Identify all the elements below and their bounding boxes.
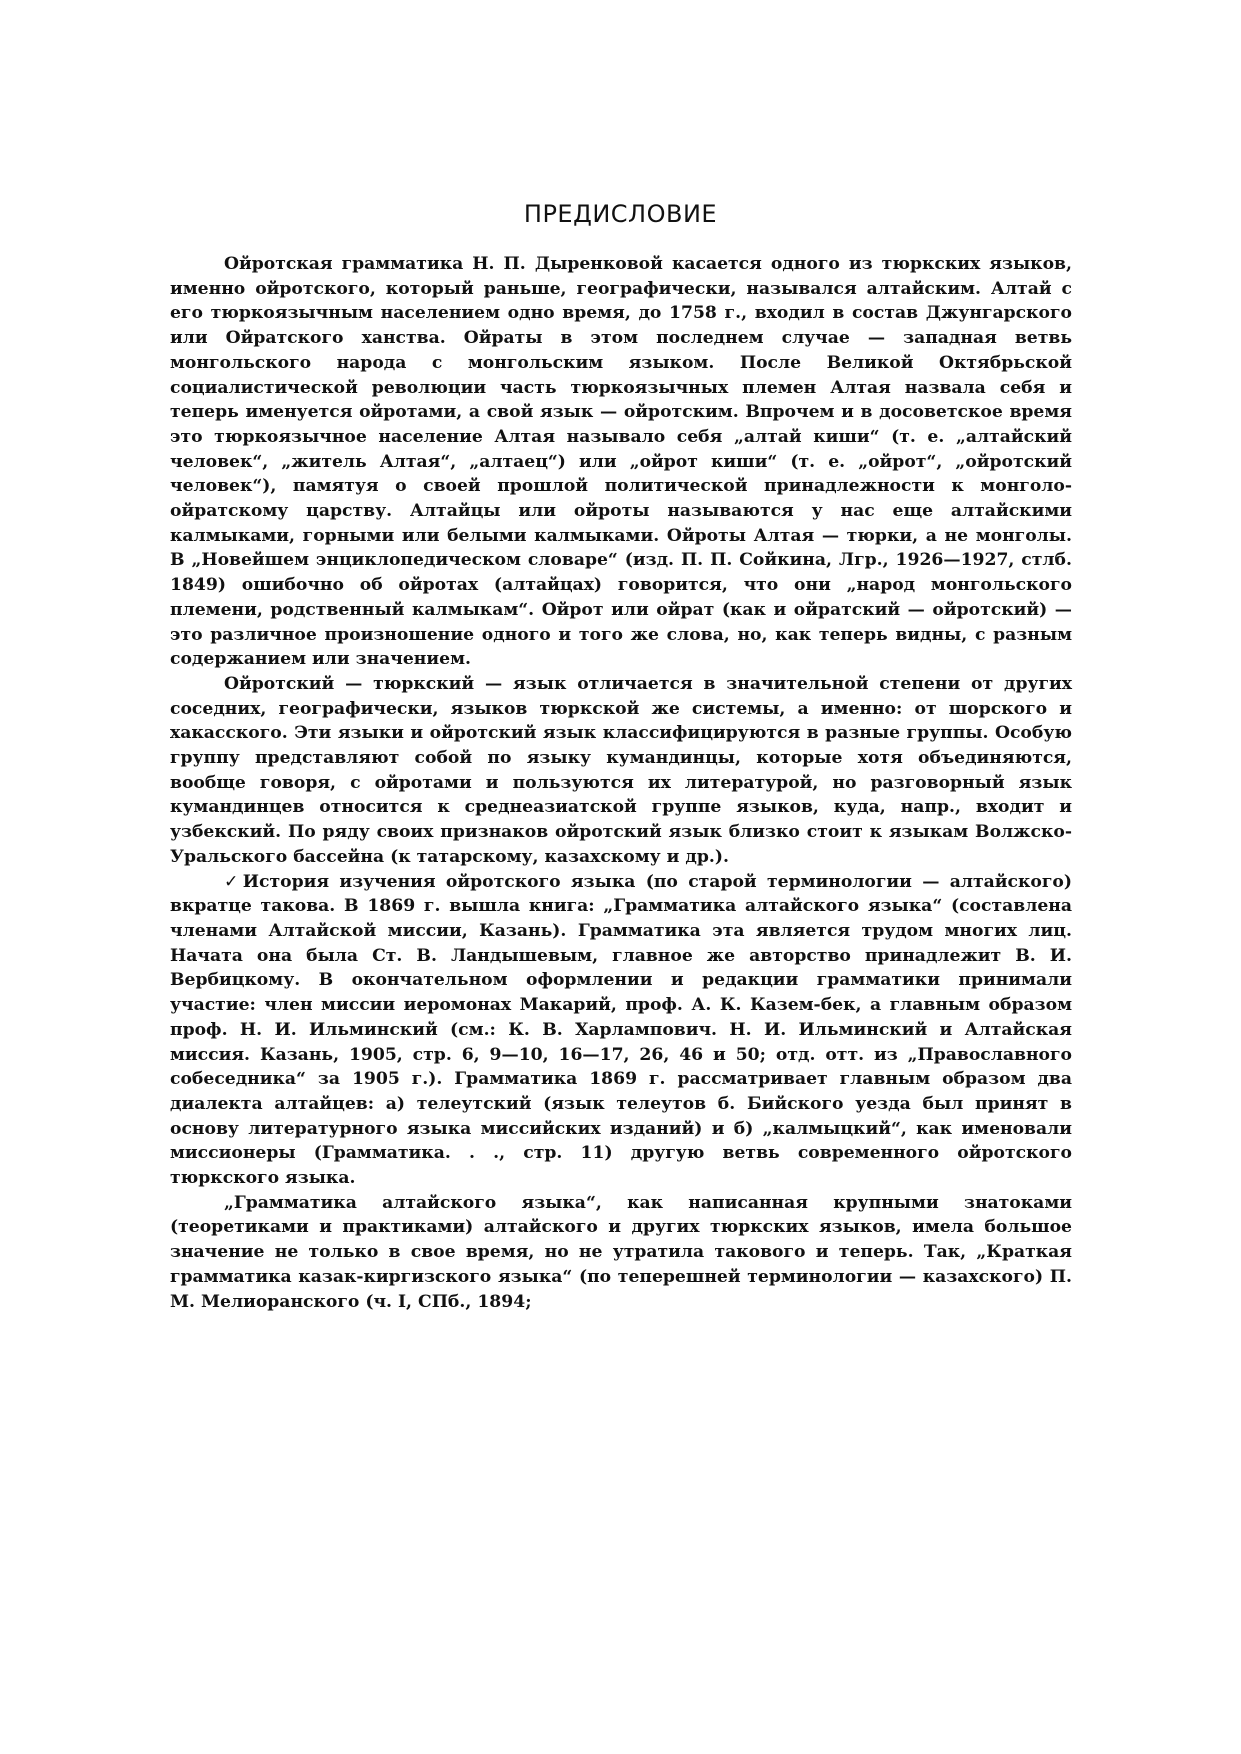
paragraph-1-text: Ойротская грамматика Н. П. Дыренковой касается одного из тюркских языков, именно ойротского, который раньше, географически, назывался алтайским. Алтай с его тюркоязычным населением одно время, до 1758 г., входил в состав Джунгарского или Ойратского ханства. Ойраты в этом последнем случае — западная ветвь монгольского народа с монгольским языком. После Великой Октябрьской социалистической революции часть тюркоязычных племен Алтая назвала себя и теперь именуется ойротами, а свой язык — ойротским. Впрочем и в досоветское время это тюркоязычное население Алтая называло себя „алтай киши“ (т. е. „алтайский человек“, „житель Алтая“, „алтаец“) или „ойрот киши“ (т. е. „ойрот“, „ойротский человек“), памятуя о своей прошлой политической принадлежности к монголо-ойратскому царству. Алтайцы или ойроты называются у нас еще алтайскими калмыками, горными или белыми калмыками. Ойроты Алтая — тюрки, а не монголы. В „Новейшем энциклопедическом словаре“ (изд. П. П. Сойкина, Лгр., 1926—1927, стлб. 1849) ошибочно об ойротах (алтайцах) говорится, что они „народ монгольского племени, родственный калмыкам“. Ойрот или ойрат (как и ойратский — ойротский) — это различное произношение одного и того же слова, но, как теперь видны, с разным содержанием или значением. xyxy=(170,254,1072,670)
paragraph-4 xyxy=(170,1191,1072,1315)
body-text xyxy=(170,252,1072,1314)
paragraph-3-text: История изучения ойротского языка (по старой терминологии — алтайского) вкратце такова. В 1869 г. вышла книга: „Грамматика алтайского языка“ (составлена членами Алтайской миссии, Казань). Грамматика эта является трудом многих лиц. Начата она была Ст. В. Ландышевым, главное же авторство принадлежит В. И. Вербицкому. В окончательном оформлении и редакции грамматики принимали участие: член миссии иеромонах Макарий, проф. А. К. Казем-бек, а главным образом проф. Н. И. Ильминский (см.: К. В. Харлампович. Н. И. Ильминский и Алтайская миссия. Казань, 1905, стр. 6, 9—10, 16—17, 26, 46 и 50; отд. отт. из „Православного собеседника“ за 1905 г.). Грамматика 1869 г. рассматривает главным образом два диалекта алтайцев: а) телеутский (язык телеутов б. Бийского уезда был принят в основу литературного языка миссийских изданий) и б) „калмыцкий“, как именовали миссионеры (Грамматика. . ., стр. 11) другую ветвь современного ойротского тюркского языка. xyxy=(170,871,1073,1189)
paragraph-2 xyxy=(170,672,1072,870)
paragraph-4-text: „Грамматика алтайского языка“, как написанная крупными знатоками (теоретиками и практиками) алтайского и других тюркских языков, имела большое значение не только в свое время, но не утратила такового и теперь. Так, „Краткая грамматика казак-киргизского языка“ (по теперешней терминологии — казахского) П. М. Мелиоранского (ч. I, СПб., 1894; xyxy=(170,1192,1072,1312)
paragraph-2-text: Ойротский — тюркский — язык отличается в значительной степени от других соседних, географически, языков тюркской же системы, а именно: от шорского и хакасского. Эти языки и ойротский язык классифицируются в разные группы. Особую группу представляют собой по языку кумандинцы, которые хотя объединяются, вообще говоря, с ойротами и пользуются их литературой, но разговорный язык кумандинцев относится к среднеазиатской группе языков, куда, напр., входит и узбекский. По ряду своих признаков ойротский язык близко стоит к языкам Волжско-Уральского бассейна (к татарскому, казахскому и др.). xyxy=(170,673,1072,867)
paragraph-3 xyxy=(170,870,1072,1191)
checkmark-annotation: ✓ xyxy=(224,871,243,892)
page-title: ПРЕДИСЛОВИЕ xyxy=(523,200,718,228)
paragraph-1 xyxy=(170,252,1072,672)
